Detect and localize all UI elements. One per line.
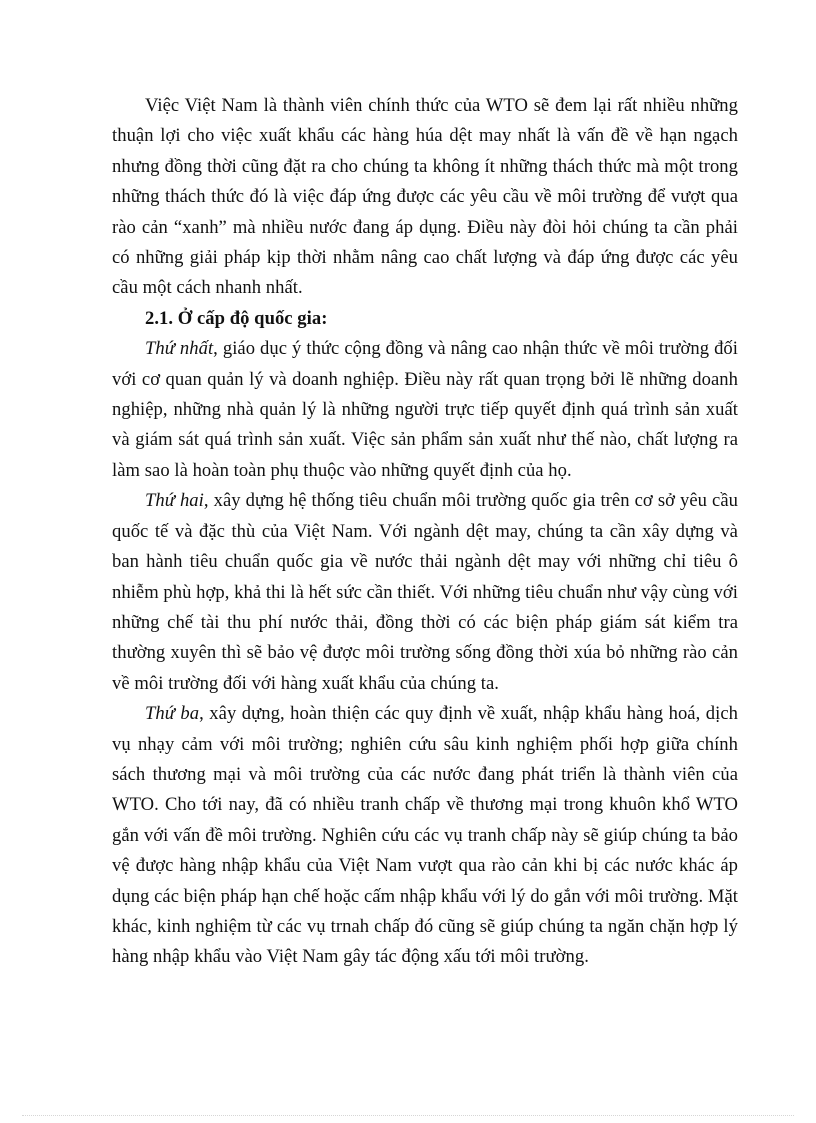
paragraph-second <box>112 486 738 699</box>
paragraph-first <box>112 334 738 486</box>
intro-paragraph: Việc Việt Nam là thành viên chính thức của WTO sẽ đem lại rất nhiều những thuận lợi cho việc xuất khẩu các hàng húa dệt may nhất là vấn đề về hạn ngạch nhưng đồng thời cũng đặt ra cho chúng ta không ít những thách thức mà một trong những thách thức đó là việc đáp ứng được các yêu cầu về môi trường để vượt qua rào cản “xanh” mà nhiều nước đang áp dụng. Điều này đòi hỏi chúng ta cần phải có những giải pháp kịp thời nhằm nâng cao chất lượng và đáp ứng được các yêu cầu một cách nhanh nhất. <box>112 95 738 299</box>
section-heading: 2.1. Ở cấp độ quốc gia: <box>145 307 328 329</box>
paragraph-third <box>112 699 738 973</box>
page-bottom-divider <box>22 1115 794 1116</box>
document-body <box>112 91 738 973</box>
paragraph-third-lead: Thứ ba <box>145 703 200 725</box>
paragraph-second-lead: Thứ hai <box>145 490 204 512</box>
paragraph-third-text: , xây dựng, hoàn thiện các quy định về xuất, nhập khẩu hàng hoá, dịch vụ nhạy cảm với môi trường; nghiên cứu sâu kinh nghiệm phối hợp giữa chính sách thương mại và môi trường của các nước đang phát triển là thành viên của WTO. Cho tới nay, đã có nhiều tranh chấp về thương mại trong khuôn khổ WTO gắn với vấn đề môi trường. Nghiên cứu các vụ tranh chấp này sẽ giúp chúng ta bảo vệ được hàng nhập khẩu của Việt Nam vượt qua rào cản khi bị các nước khác áp dụng các biện pháp hạn chế hoặc cấm nhập khẩu với lý do gắn với môi trường. Mặt khác, kinh nghiệm từ các vụ trnah chấp đó cũng sẽ giúp chúng ta ngăn chặn hợp lý hàng nhập khẩu vào Việt Nam gây tác động xấu tới môi trường. <box>112 703 738 968</box>
paragraph-first-text: , giáo dục ý thức cộng đồng và nâng cao nhận thức về môi trường đối với cơ quan quản lý và doanh nghiệp. Điều này rất quan trọng bởi lẽ những doanh nghiệp, những nhà quản lý là những người trực tiếp quyết định quá trình sản xuất và giám sát quá trình sản xuất. Việc sản phẩm sản xuất như thế nào, chất lượng ra làm sao là hoàn toàn phụ thuộc vào những quyết định của họ. <box>112 338 738 481</box>
paragraph-first-lead: Thứ nhất <box>145 338 214 360</box>
paragraph-second-text: , xây dựng hệ thống tiêu chuẩn môi trường quốc gia trên cơ sở yêu cầu quốc tế và đặc thù của Việt Nam. Với ngành dệt may, chúng ta cần xây dựng và ban hành tiêu chuẩn quốc gia về nước thải ngành dệt may với những chỉ tiêu ô nhiễm phù hợp, khả thi là hết sức cần thiết. Với những tiêu chuẩn như vậy cùng với những chế tài thu phí nước thải, đồng thời có các biện pháp giám sát kiểm tra thường xuyên thì sẽ bảo vệ được môi trường sống đồng thời xúa bỏ những rào cản về môi trường đối với hàng xuất khẩu của chúng ta. <box>112 490 738 694</box>
